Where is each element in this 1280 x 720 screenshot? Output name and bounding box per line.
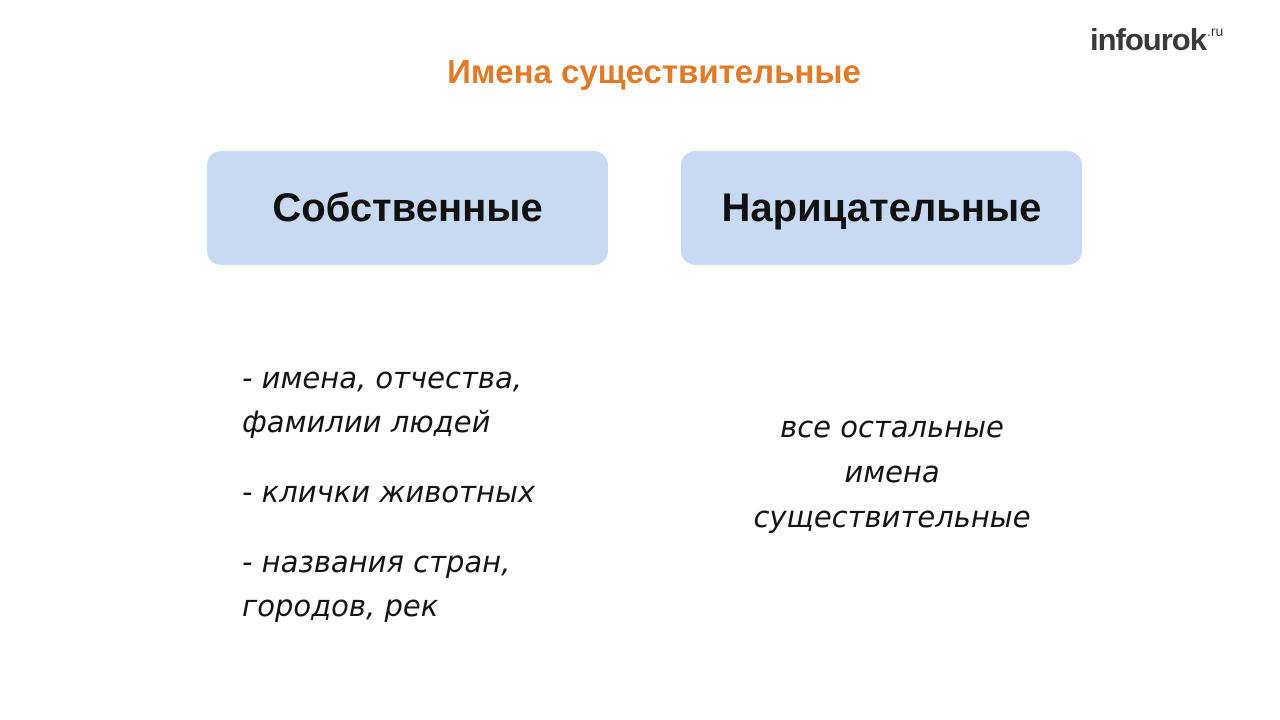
proper-nouns-box bbox=[207, 151, 608, 265]
logo-text: infourok bbox=[1090, 22, 1206, 57]
logo-domain: .ru bbox=[1207, 23, 1224, 39]
common-nouns-description: все остальные имена существительные bbox=[753, 410, 1031, 534]
example-animal-names: - клички животных bbox=[242, 475, 536, 509]
example-people-names: - имена, отчества, фамилии людей bbox=[242, 361, 522, 439]
proper-nouns-label: Собственные bbox=[272, 186, 543, 230]
proper-nouns-examples bbox=[242, 356, 642, 628]
example-place-names: - названия стран, городов, рек bbox=[242, 545, 511, 623]
common-nouns-label: Нарицательные bbox=[721, 186, 1042, 230]
common-nouns-box bbox=[681, 151, 1082, 265]
slide-title: Имена существительные bbox=[447, 53, 861, 90]
